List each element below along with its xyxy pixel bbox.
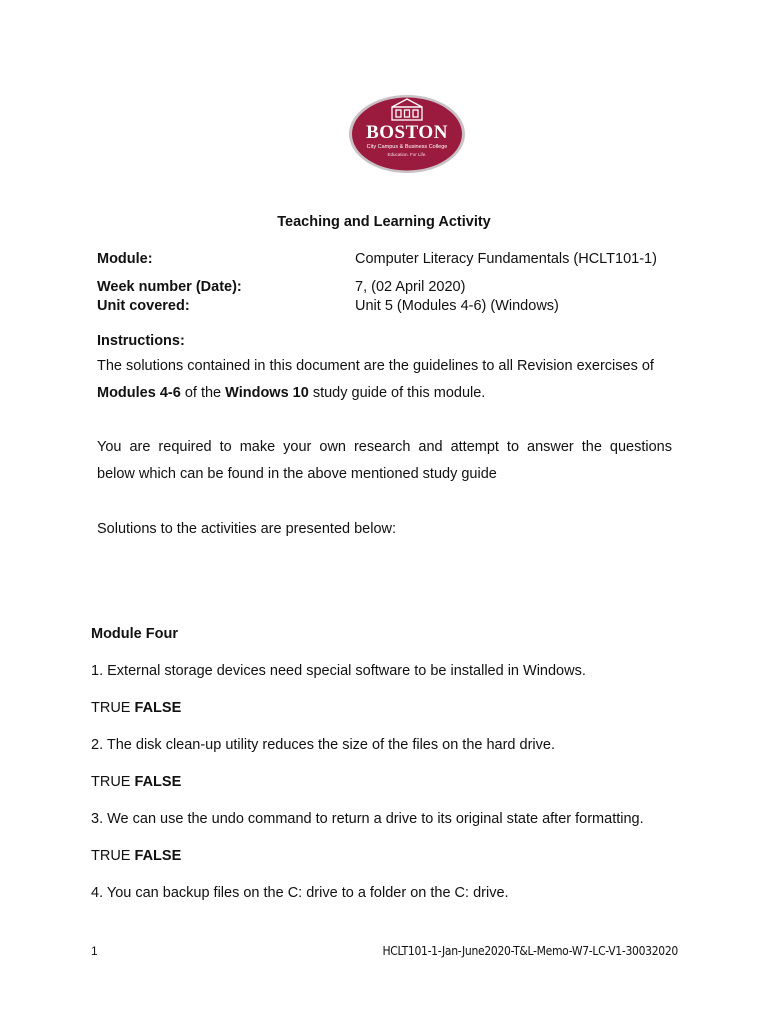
unit-value: Unit 5 (Modules 4-6) (Windows) bbox=[355, 298, 559, 314]
unit-label: Unit covered: bbox=[97, 298, 190, 314]
answer-3-true: TRUE bbox=[91, 848, 131, 864]
question-4: 4. You can backup files on the C: drive to a folder on the C: drive. bbox=[91, 885, 509, 901]
modules-range: Modules 4-6 bbox=[97, 385, 181, 401]
answer-1-false: FALSE bbox=[134, 700, 182, 716]
answer-3-false: FALSE bbox=[134, 848, 182, 864]
instructions-p1-line2 bbox=[97, 380, 672, 407]
answer-1 bbox=[91, 700, 181, 716]
answer-3 bbox=[91, 848, 181, 864]
windows-version: Windows 10 bbox=[225, 385, 309, 401]
document-code: HCLT101-1-Jan-June2020-T&L-Memo-W7-LC-V1-30032020 bbox=[382, 944, 678, 958]
answer-2-false: FALSE bbox=[134, 774, 182, 790]
instructions-paragraph-2 bbox=[97, 434, 672, 488]
instructions-paragraph-3: Solutions to the activities are presented below: bbox=[97, 521, 397, 537]
boston-logo bbox=[348, 94, 466, 174]
answer-1-true: TRUE bbox=[91, 700, 131, 716]
question-2: 2. The disk clean-up utility reduces the size of the files on the hard drive. bbox=[91, 737, 555, 753]
instructions-paragraph-1 bbox=[97, 353, 672, 407]
logo-subtitle: City Campus & Business College bbox=[366, 144, 448, 150]
answer-2-true: TRUE bbox=[91, 774, 131, 790]
instructions-p1-end: study guide of this module. bbox=[308, 385, 486, 401]
question-3: 3. We can use the undo command to return a drive to its original state after formatting. bbox=[91, 811, 644, 827]
instructions-p1-line1: The solutions contained in this document are the guidelines to all Revision exercises of bbox=[97, 358, 654, 374]
instructions-heading: Instructions: bbox=[97, 333, 185, 349]
page-title: Teaching and Learning Activity bbox=[277, 214, 491, 230]
instructions-p2-line2: below which can be found in the above mentioned study guide bbox=[97, 466, 497, 482]
module-value: Computer Literacy Fundamentals (HCLT101-1) bbox=[355, 251, 657, 267]
module-label: Module: bbox=[97, 251, 153, 267]
page-number: 1 bbox=[91, 944, 98, 958]
logo-name: BOSTON bbox=[366, 122, 448, 143]
week-value: 7, (02 April 2020) bbox=[355, 279, 466, 295]
answer-2 bbox=[91, 774, 181, 790]
instructions-p2-line1: You are required to make your own research and attempt to answer the questions bbox=[97, 439, 672, 455]
instructions-p1-mid: of the bbox=[180, 385, 226, 401]
module-four-heading: Module Four bbox=[91, 626, 178, 642]
logo-tagline: Education. For Life. bbox=[387, 152, 427, 157]
week-label: Week number (Date): bbox=[97, 279, 242, 295]
question-1: 1. External storage devices need special software to be installed in Windows. bbox=[91, 663, 586, 679]
